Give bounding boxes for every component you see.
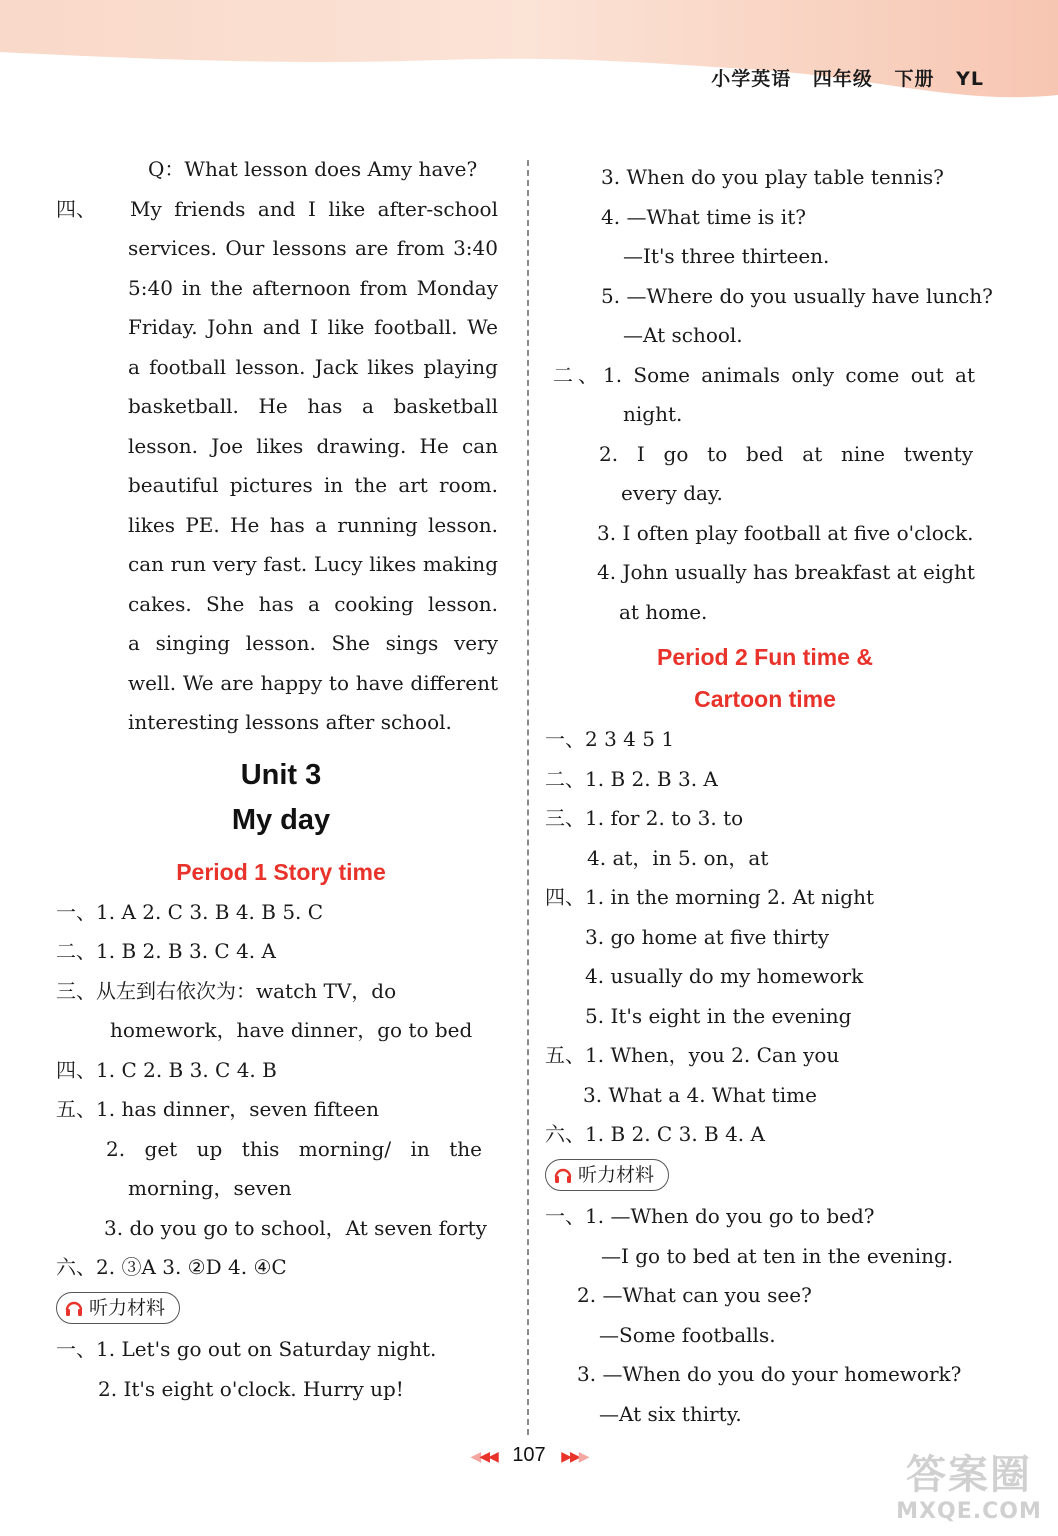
answer-part5-cont: 3. What a 4. What time [583,1082,817,1107]
listening-tag [56,1292,180,1324]
unit-title: Unit 3 [240,758,322,791]
answer-part4-cont: 4. usually do my homework [585,964,864,988]
left-column [56,150,506,1409]
answer-part6: 六、2. ③A 3. ②D 4. ④C [56,1255,287,1279]
listening-line: —I go to bed at ten in the evening. [601,1243,954,1268]
page-number: 107 [512,1444,546,1466]
period1-heading: Period 1 Story time [176,858,386,885]
header-grade: 四年级 [812,68,873,90]
period2-heading-cont: Cartoon time [694,686,836,712]
answer-part5-2: 2. get up this morning/ in the [106,1136,482,1161]
header-subject: 小学英语 [711,68,792,90]
listening-line: —Some footballs. [599,1322,776,1347]
listening-line: 2. It's eight o'clock. Hurry up! [98,1376,404,1401]
answer-part5: 五、1. When，you 2. Can you [545,1043,840,1067]
transcript-line: 4. John usually has breakfast at eight [597,560,975,584]
answer-part2: 二、1. B 2. B 3. A [545,766,718,791]
answer-part6: 六、1. B 2. C 3. B 4. A [545,1122,765,1146]
passage-line: interesting lessons after school. [128,710,452,734]
listening-line: 3. —When do you do your homework? [577,1362,962,1386]
headphones-icon [554,1166,572,1184]
transcript-line: 二、1. Some animals only come out at [553,362,975,387]
passage-line: likes PE. He has a running lesson. [128,512,498,537]
passage-line: beautiful pictures in the art room. [128,473,498,497]
transcript-line: at home. [619,599,708,624]
answer-part5-1: 五、1. has dinner，seven fifteen [56,1097,380,1121]
passage-line: well. We are happy to have different [128,670,498,695]
question-line: Q：What lesson does Amy have? [148,157,478,181]
listening-line: 一、1. —When do you go to bed? [545,1204,875,1228]
transcript-line: every day. [621,481,723,505]
listening-label: 听力材料 [89,1296,166,1319]
answer-part4-cont: 3. go home at five thirty [585,924,830,949]
transcript-line: 3. I often play football at five o'clock. [597,520,974,545]
answer-part3-cont: homework，have dinner，go to bed [110,1018,473,1042]
transcript-line: —At school. [623,323,743,347]
next-arrow-icon: ▶▶ [561,1448,579,1464]
passage-line: basketball. He has a basketball [128,394,498,418]
passage-rest [56,229,498,743]
listening-line: 一、1. Let's go out on Saturday night. [56,1337,437,1361]
answer-part4: 四、1. in the morning 2. At night [545,885,874,909]
listening-tag [545,1159,669,1191]
answer-part5-2-cont: morning，seven [128,1176,292,1200]
header-edition: YL [956,68,984,90]
passage-line: can run very fast. Lucy likes making [128,552,498,576]
watermark-logo: 答案圈 [906,1452,1032,1498]
right-column [545,158,993,1434]
passage-line: cakes. She has a cooking lesson. [128,591,498,616]
listening-line: 2. —What can you see? [577,1283,812,1307]
header-banner [0,0,1058,120]
answer-part3-cont: 4. at，in 5. on，at [587,845,769,870]
transcript-line: night. [623,402,683,426]
listening-label: 听力材料 [578,1163,655,1186]
listening-line: —At six thirty. [599,1401,742,1426]
watermark [894,1450,1044,1530]
passage-line: My friends and I like after-school [130,196,498,221]
prev-arrow-icon: ◀◀ [479,1448,497,1464]
transcript-line: 4. —What time is it? [601,204,806,229]
part4-label: 四、 [56,196,96,221]
answer-part2: 二、1. B 2. B 3. C 4. A [56,939,276,963]
passage-line: services. Our lessons are from 3:40 [128,236,498,260]
column-divider [527,160,529,1435]
transcript-line: 2. I go to bed at nine twenty [599,441,973,466]
headphones-icon [65,1299,83,1317]
answer-part4-cont: 5. It's eight in the evening [585,1003,852,1028]
prev-arrow-icon: ◀ [470,1448,480,1464]
passage-block [56,190,506,230]
banner-wave [0,0,1058,120]
passage-line: a football lesson. Jack likes playing [128,354,498,379]
passage-line: Friday. John and I like football. We [128,315,498,339]
transcript-line: —It's three thirteen. [623,244,830,268]
unit-subtitle: My day [231,803,331,836]
transcript-line: 5. —Where do you usually have lunch? [601,283,993,308]
passage-line: 5:40 in the afternoon from Monday [128,275,498,300]
header-label [697,64,984,91]
period2-heading: Period 2 Fun time & [657,644,873,670]
next-arrow-icon: ▶ [578,1448,588,1464]
passage-line: lesson. Joe likes drawing. He can [128,433,498,458]
transcript-line: 3. When do you play table tennis? [601,165,944,189]
answer-part1: 一、1. A 2. C 3. B 4. B 5. C [56,899,324,924]
answer-part3: 三、从左到右依次为：watch TV，do [56,978,397,1003]
header-volume: 下册 [894,68,935,90]
watermark-url: MXQE.COM [896,1499,1042,1524]
answer-part1: 一、2 3 4 5 1 [545,727,675,751]
answer-part5-3: 3. do you go to school，At seven forty [104,1215,487,1240]
passage-line: a singing lesson. She sings very [128,631,498,655]
passage [130,190,498,230]
answer-part3: 三、1. for 2. to 3. to [545,806,744,830]
answer-part4: 四、1. C 2. B 3. C 4. B [56,1057,277,1082]
